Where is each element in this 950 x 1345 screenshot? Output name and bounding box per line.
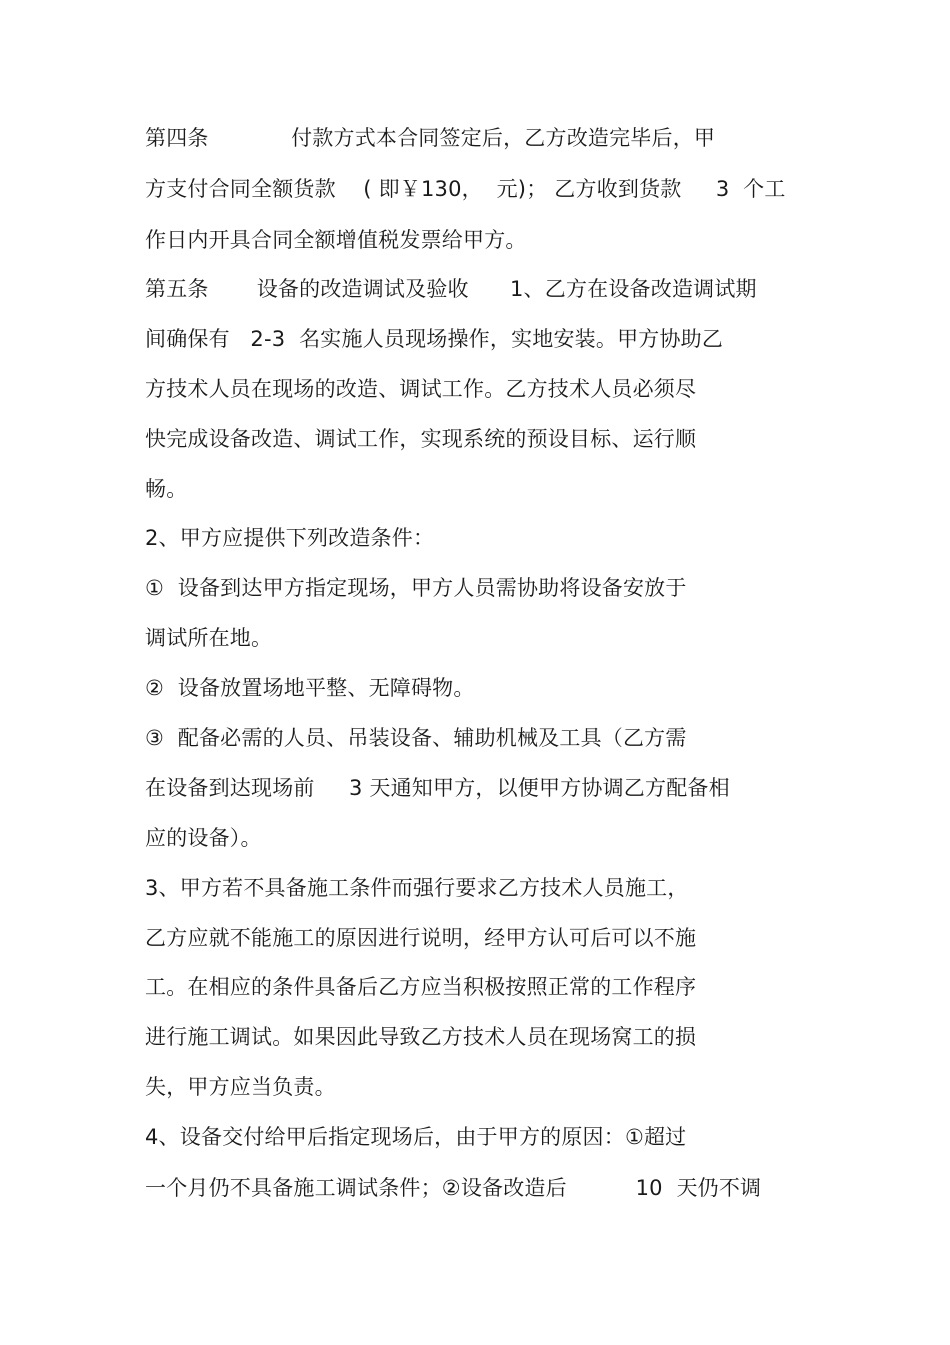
text-line: 畅。 bbox=[145, 477, 188, 501]
text-line: 方技术人员在现场的改造、调试工作。乙方技术人员必须尽 bbox=[145, 377, 697, 401]
text-line: ① 设备到达甲方指定现场，甲方人员需协助将设备安放于 bbox=[145, 576, 687, 600]
text-line: 4、设备交付给甲后指定现场后，由于甲方的原因：①超过 bbox=[145, 1125, 687, 1149]
text-line: 方支付合同全额货款 ( 即￥130， 元)； 乙方收到货款 3 个工 bbox=[145, 177, 786, 201]
text-line: 乙方应就不能施工的原因进行说明，经甲方认可后可以不施 bbox=[145, 926, 697, 950]
text-line: 第四条 付款方式本合同签定后，乙方改造完毕后，甲 bbox=[145, 126, 716, 150]
text-line: ③ 配备必需的人员、吊装设备、辅助机械及工具（乙方需 bbox=[145, 726, 687, 750]
text-line: 间确保有 2-3 名实施人员现场操作，实地安装。甲方协助乙 bbox=[145, 327, 724, 351]
text-line: 快完成设备改造、调试工作，实现系统的预设目标、运行顺 bbox=[145, 427, 697, 451]
text-line: 应的设备）。 bbox=[145, 826, 262, 850]
text-line: 调试所在地。 bbox=[145, 626, 273, 650]
text-line: ② 设备放置场地平整、无障碍物。 bbox=[145, 676, 475, 700]
text-line: 作日内开具合同全额增值税发票给甲方。 bbox=[145, 228, 527, 252]
text-line: 进行施工调试。如果因此导致乙方技术人员在现场窝工的损 bbox=[145, 1025, 697, 1049]
text-line: 2、甲方应提供下列改造条件： bbox=[145, 526, 435, 550]
text-line: 失，甲方应当负责。 bbox=[145, 1075, 336, 1099]
text-line: 工。在相应的条件具备后乙方应当积极按照正常的工作程序 bbox=[145, 975, 697, 999]
text-line: 一个月仍不具备施工调试条件；②设备改造后 10 天仍不调 bbox=[145, 1176, 762, 1200]
text-line: 在设备到达现场前 3 天通知甲方，以便甲方协调乙方配备相 bbox=[145, 776, 730, 800]
text-line: 3、甲方若不具备施工条件而强行要求乙方技术人员施工， bbox=[145, 876, 689, 900]
text-line: 第五条 设备的改造调试及验收 1、乙方在设备改造调试期 bbox=[145, 277, 757, 301]
